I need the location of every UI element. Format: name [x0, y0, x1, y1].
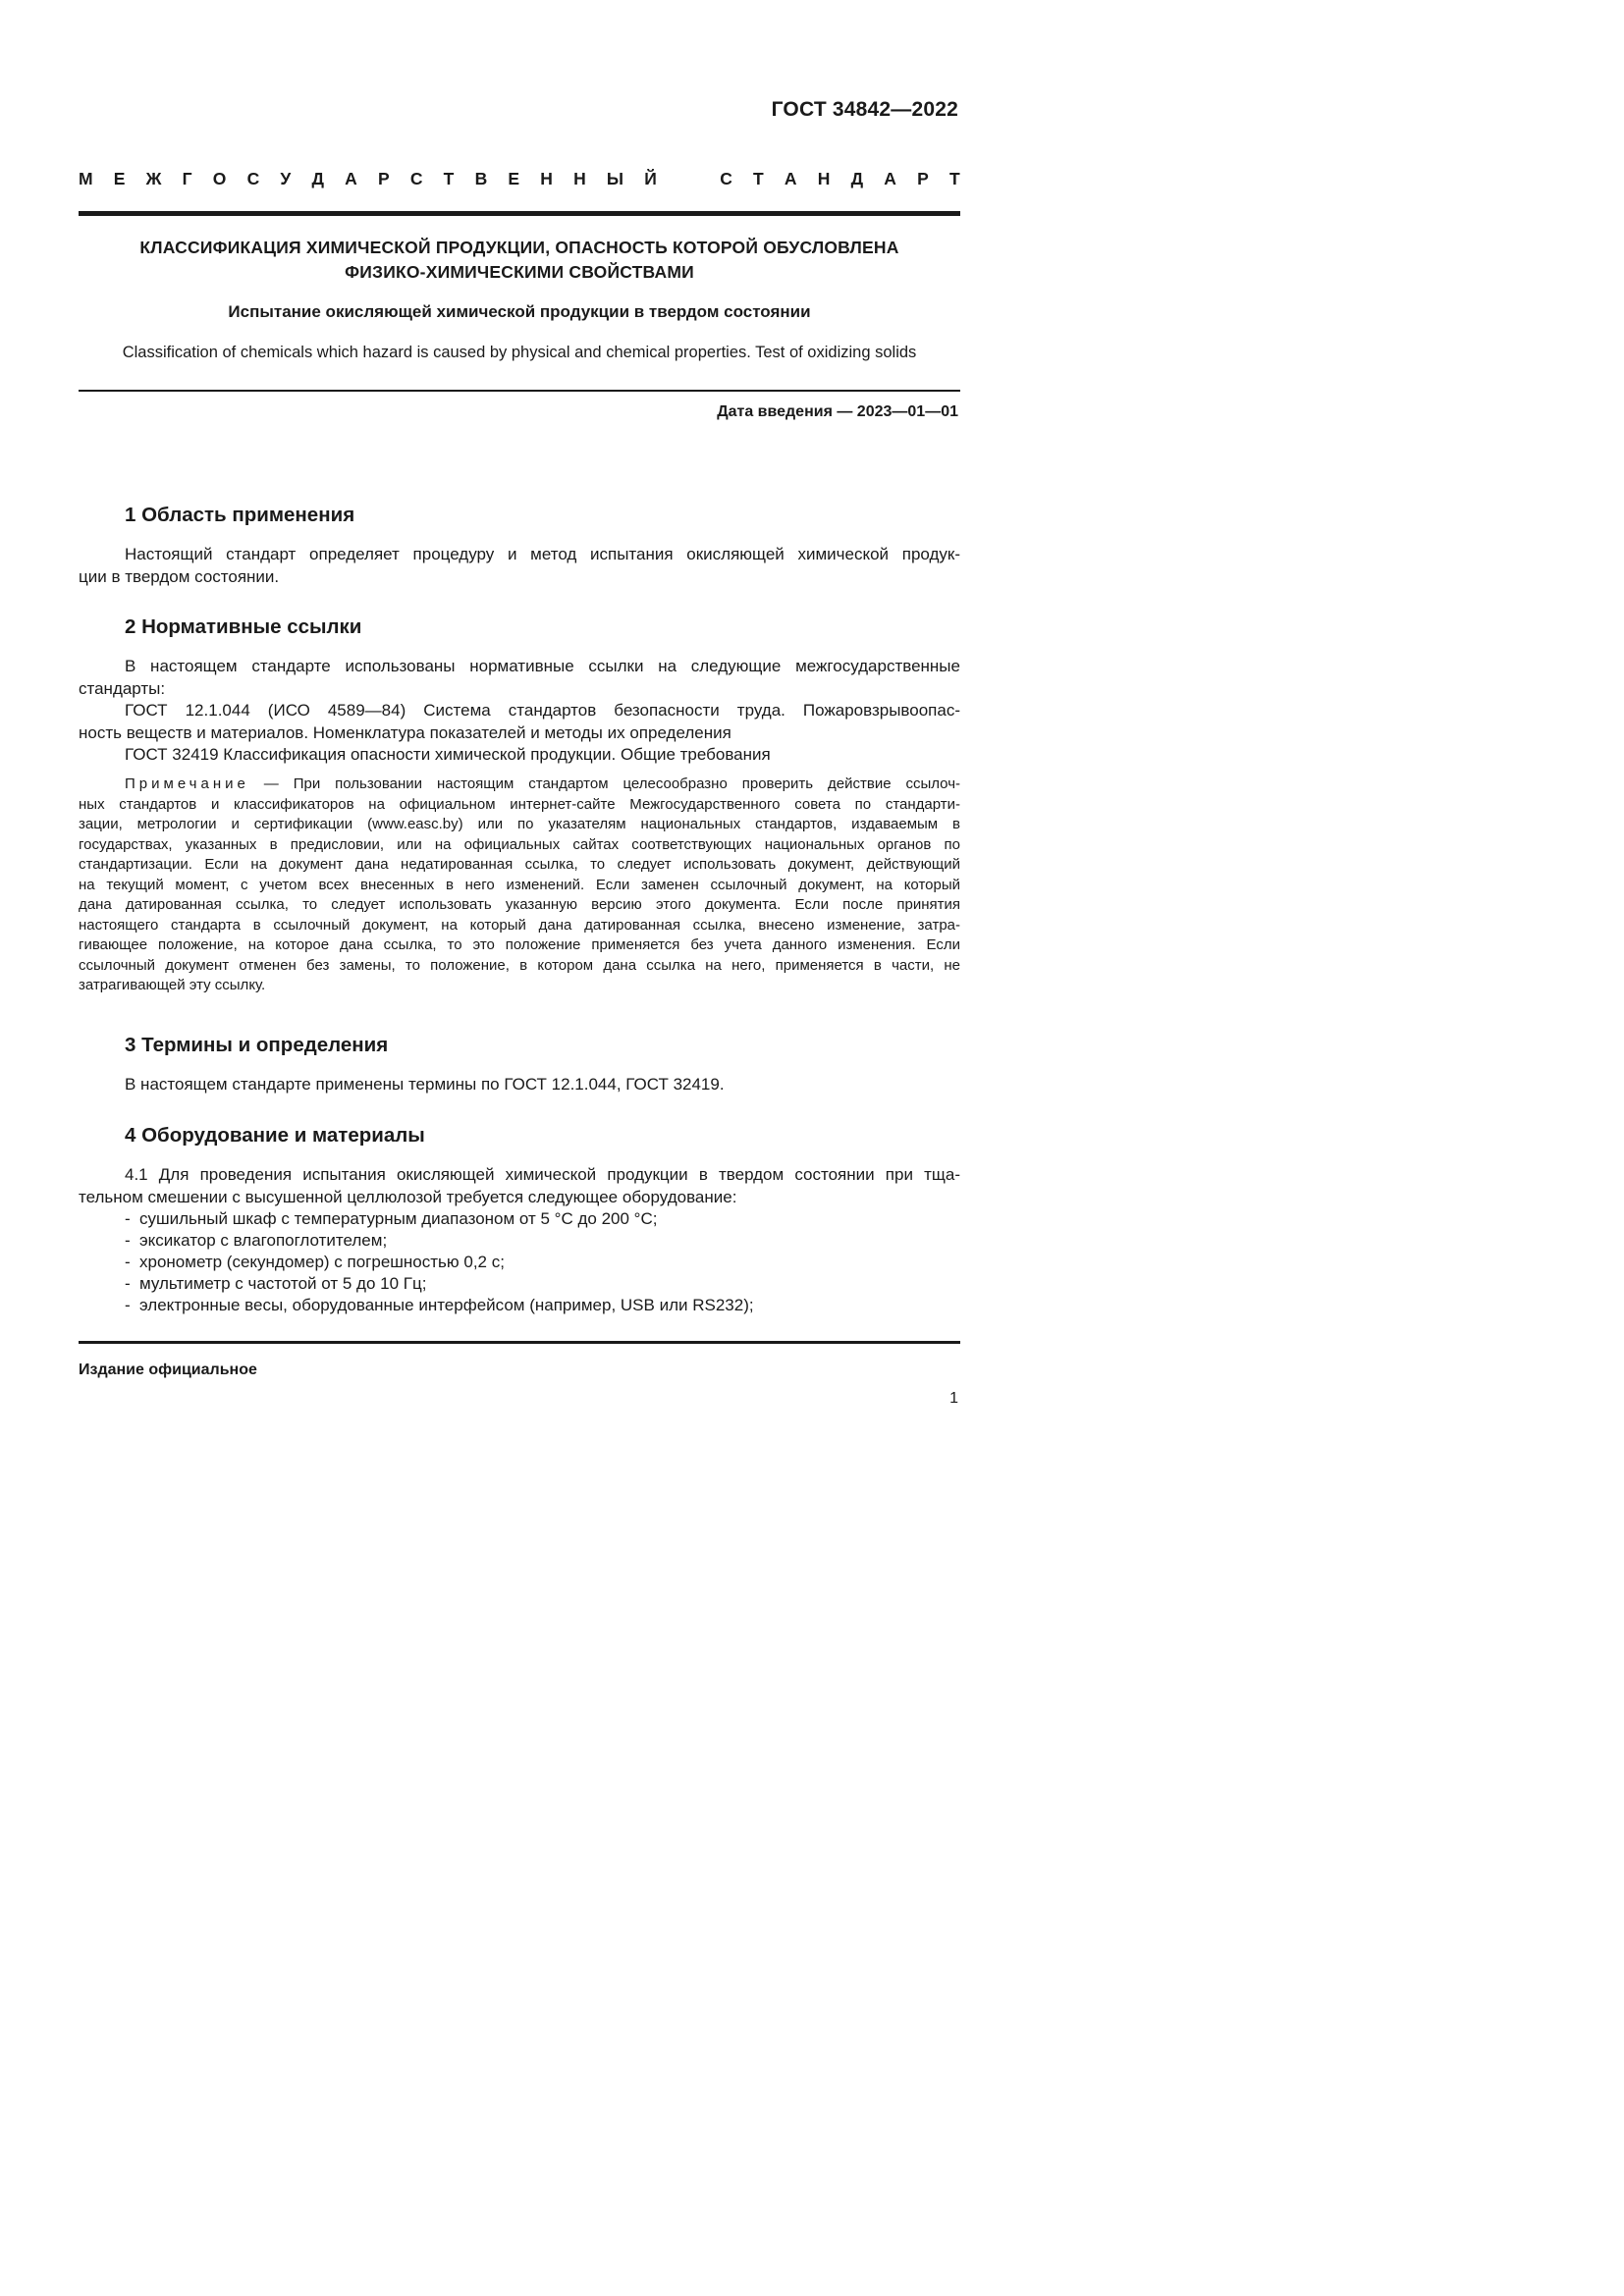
note-line: зации, метрологии и сертификации (www.easc.by) или по указателям национальных стандартов, издаваемым в	[79, 816, 960, 832]
list-item: - сушильный шкаф с температурным диапазоном от 5 °С до 200 °С;	[125, 1209, 658, 1228]
banner-letter: Г	[182, 169, 192, 188]
note-text: — При пользовании настоящим стандартом целесообразно проверить действие ссылоч-	[263, 775, 961, 792]
text-line: стандарты:	[79, 678, 166, 698]
banner-letter: Р	[377, 169, 390, 188]
text-line: тельном смешении с высушенной целлюлозой требуется следующее оборудование:	[79, 1187, 737, 1206]
interstate-standard-banner	[79, 169, 960, 189]
section-heading-scope: 1 Область применения	[125, 504, 355, 526]
introduction-date: Дата введения — 2023—01—01	[717, 403, 958, 420]
banner-letter: Р	[917, 169, 929, 188]
official-edition-label: Издание официальное	[79, 1362, 257, 1378]
banner-letter: С	[720, 169, 732, 188]
banner-letter: Ж	[145, 169, 162, 188]
banner-letter: Д	[311, 169, 324, 188]
banner-letter: Й	[644, 169, 657, 188]
note-line: стандартизации. Если на документ дана недатированная ссылка, то следует использовать документ, действующий	[79, 856, 960, 873]
banner-letter: Н	[573, 169, 586, 188]
list-item: - эксикатор с влагопоглотителем;	[125, 1231, 388, 1250]
section-heading-normative-references: 2 Нормативные ссылки	[125, 615, 362, 638]
gost-number: ГОСТ 34842—2022	[771, 98, 958, 121]
banner-letter: Е	[113, 169, 126, 188]
section-heading-terms: 3 Термины и определения	[125, 1034, 389, 1056]
list-item: - электронные весы, оборудованные интерфейсом (например, USB или RS232);	[125, 1296, 754, 1314]
note-line: государствах, указанных в предисловии, или на официальных сайтах соответствующих национальных органов по	[79, 835, 960, 853]
text-line: Настоящий стандарт определяет процедуру и метод испытания окисляющей химической продук-	[125, 545, 960, 563]
banner-letter: У	[280, 169, 292, 188]
banner-letter: С	[409, 169, 423, 188]
reference-gost-12-1-044: ГОСТ 12.1.044 (ИСО 4589—84) Система стандартов безопасности труда. Пожаровзрывоопас-	[125, 701, 960, 720]
banner-letter: С	[246, 169, 260, 188]
banner-letter: Д	[850, 169, 864, 188]
note-line: ных стандартов и классификаторов на официальном интернет-сайте Межгосударственного совета по стандарти-	[79, 795, 960, 813]
reference-gost-32419: ГОСТ 32419 Классификация опасности химической продукции. Общие требования	[125, 745, 771, 764]
banner-letter: А	[345, 169, 357, 188]
banner-letter: Е	[508, 169, 520, 188]
scope-paragraph	[79, 544, 960, 588]
banner-letter: Н	[817, 169, 831, 188]
section-heading-equipment: 4 Оборудование и материалы	[125, 1124, 425, 1147]
banner-letter: Ы	[606, 169, 624, 188]
banner-letter: Т	[443, 169, 455, 188]
list-item: - мультиметр с частотой от 5 до 10 Гц;	[125, 1274, 427, 1293]
text-line: В настоящем стандарте применены термины по ГОСТ 12.1.044, ГОСТ 32419.	[125, 1075, 725, 1094]
text-line: ность веществ и материалов. Номенклатура показателей и методы их определения	[79, 722, 731, 742]
banner-letter: А	[884, 169, 896, 188]
banner-letter: О	[212, 169, 227, 188]
document-page	[0, 0, 1082, 1530]
banner-letter: Т	[948, 169, 960, 188]
english-title: Classification of chemicals which hazard is caused by physical and chemical properties. Test of oxidizing solids	[122, 344, 917, 361]
document-subtitle: Испытание окисляющей химической продукции в твердом состоянии	[228, 302, 811, 321]
note-line: настоящего стандарта в ссылочный документ, на который дана датированная ссылка, внесено изменение, затра-	[79, 916, 960, 934]
banner-letter: Н	[540, 169, 553, 188]
note-line: гивающее положение, на которое дана ссылка, то это положение применяется без учета данного изменения. Если	[79, 936, 960, 953]
terms-paragraph	[79, 1074, 960, 1096]
note-line: затрагивающей эту ссылку.	[79, 977, 266, 993]
note-line: дана датированная ссылка, то следует использовать указанную версию этого документа. Если после принятия	[79, 896, 960, 913]
banner-gap	[677, 169, 699, 189]
note-line: ссылочный документ отменен без замены, то положение, в котором дана ссылка на него, применяется в части, не	[79, 956, 960, 974]
note-line	[79, 774, 960, 795]
title-line: ФИЗИКО-ХИМИЧЕСКИМИ СВОЙСТВАМИ	[345, 262, 694, 282]
banner-letter: В	[474, 169, 488, 188]
equipment-list	[125, 1208, 754, 1316]
document-title	[79, 236, 960, 285]
banner-letter: М	[79, 169, 93, 188]
note-line: на текущий момент, с учетом всех внесенных в него изменений. Если заменен ссылочный документ, на который	[79, 876, 960, 893]
references-paragraph	[79, 656, 960, 767]
text-line: ции в твердом состоянии.	[79, 566, 280, 586]
page-number: 1	[949, 1390, 958, 1407]
header-rule	[79, 211, 960, 216]
banner-letter: Т	[753, 169, 764, 188]
text-line: 4.1 Для проведения испытания окисляющей химической продукции в твердом состоянии при тща-	[125, 1165, 960, 1184]
title-rule	[79, 390, 960, 392]
list-item: - хронометр (секундомер) с погрешностью 0,2 с;	[125, 1253, 505, 1271]
title-line: КЛАССИФИКАЦИЯ ХИМИЧЕСКОЙ ПРОДУКЦИИ, ОПАСНОСТЬ КОТОРОЙ ОБУСЛОВЛЕНА	[139, 238, 899, 257]
equipment-paragraph	[79, 1164, 960, 1208]
footer-rule	[79, 1341, 960, 1344]
text-line: В настоящем стандарте использованы нормативные ссылки на следующие межгосударственные	[125, 657, 960, 675]
banner-letter: А	[784, 169, 797, 188]
note-label: Примечание	[125, 775, 249, 792]
note-block	[79, 774, 960, 996]
